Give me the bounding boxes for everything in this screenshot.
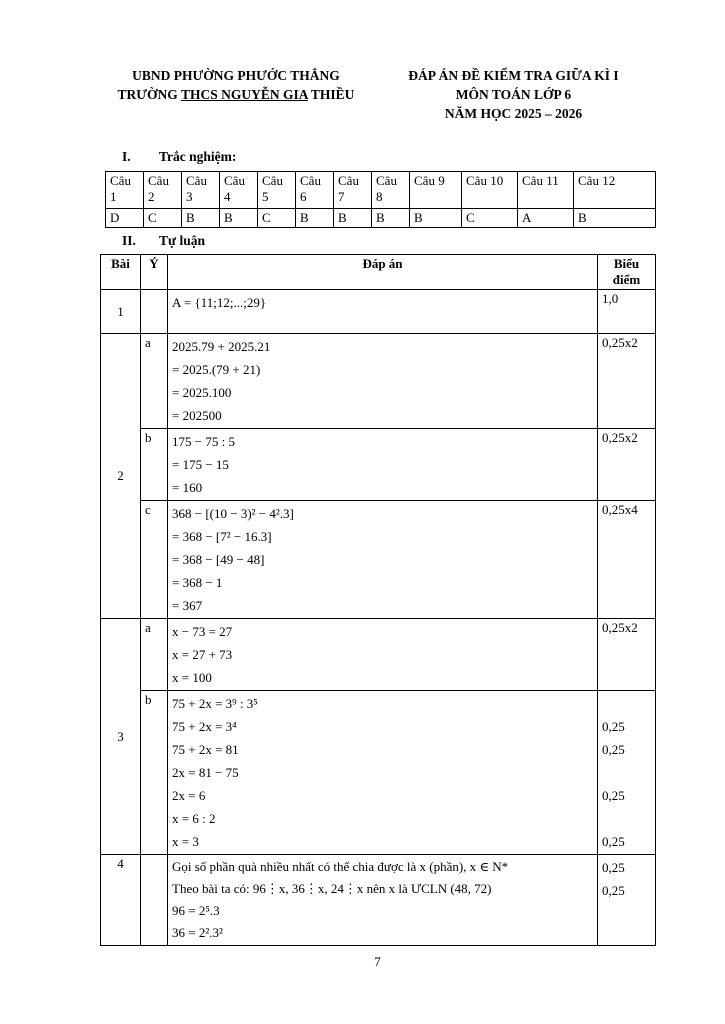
- mcq-answer-cell: B: [372, 209, 410, 228]
- bai-cell: 3: [101, 619, 141, 855]
- content-line: x = 100: [172, 670, 212, 685]
- content-line: A = {11;12;...;29}: [172, 295, 267, 310]
- essay-row-bai2a: [101, 334, 656, 429]
- mcq-header-cell: Câu 5: [258, 172, 296, 209]
- mcq-header-cell: Câu 12: [574, 172, 656, 209]
- content-line: 0,25: [602, 742, 625, 757]
- points-cell: [598, 855, 656, 946]
- y-cell: a: [141, 334, 168, 429]
- y-cell: a: [141, 619, 168, 691]
- y-cell: c: [141, 501, 168, 619]
- content-line: [602, 761, 651, 784]
- mcq-answer-cell: C: [462, 209, 518, 228]
- mcq-header-cell: Câu 2: [144, 172, 182, 209]
- content-line: 75 + 2x = 3⁹ : 3⁵: [172, 696, 258, 711]
- content-line: = 368 − 1: [172, 575, 223, 590]
- essay-header-diem: Biểu điểm: [598, 255, 656, 290]
- essay-header-row: [101, 255, 656, 290]
- school-name: [100, 85, 372, 104]
- content-line: x = 3: [172, 834, 199, 849]
- answer-cell: [168, 429, 598, 501]
- y-cell: [141, 855, 168, 946]
- content-line: 36 = 2².3²: [172, 925, 223, 940]
- content-line: = 367: [172, 598, 203, 613]
- section2-title: Tự luận: [159, 233, 205, 248]
- content-line: = 2025.100: [172, 385, 232, 400]
- document-header: [100, 66, 655, 123]
- exam-subject: MÔN TOÁN LỚP 6: [455, 87, 572, 102]
- answer-cell: [168, 691, 598, 855]
- content-line: 0,25: [602, 788, 625, 803]
- points-cell: [598, 691, 656, 855]
- mcq-answer-cell: B: [296, 209, 334, 228]
- content-line: [602, 692, 651, 715]
- points-cell: 0,25x4: [598, 501, 656, 619]
- essay-row-bai4: [101, 855, 656, 946]
- section2-heading: [122, 233, 655, 249]
- mcq-answer-cell: D: [106, 209, 144, 228]
- school-name-prefix: TRƯỜNG: [117, 87, 181, 102]
- content-line: 368 − [(10 − 3)² − 4².3]: [172, 506, 294, 521]
- essay-row-bai3a: [101, 619, 656, 691]
- essay-row-bai1: [101, 290, 656, 334]
- mcq-answer-cell: C: [144, 209, 182, 228]
- bai-cell: 2: [101, 334, 141, 619]
- essay-row-bai2c: [101, 501, 656, 619]
- mcq-header-cell: Câu 10: [462, 172, 518, 209]
- mcq-answer-cell: B: [334, 209, 372, 228]
- essay-header-bai: Bài: [101, 255, 141, 290]
- mcq-answer-cell: B: [410, 209, 462, 228]
- answer-cell: [168, 290, 598, 334]
- answer-cell: [168, 619, 598, 691]
- essay-header-dapan: Đáp án: [168, 255, 598, 290]
- mcq-header-cell: Câu 3: [182, 172, 220, 209]
- content-line: 2x = 81 − 75: [172, 765, 239, 780]
- essay-table: [100, 254, 656, 946]
- essay-row-bai3b: [101, 691, 656, 855]
- content-line: = 160: [172, 480, 203, 495]
- points-cell: 0,25x2: [598, 429, 656, 501]
- answer-cell: [168, 501, 598, 619]
- answer-cell: [168, 334, 598, 429]
- content-line: = 368 − [49 − 48]: [172, 552, 265, 567]
- essay-row-bai2b: [101, 429, 656, 501]
- content-line: 2025.79 + 2025.21: [172, 339, 271, 354]
- mcq-answer-cell: B: [182, 209, 220, 228]
- exam-year: NĂM HỌC 2025 – 2026: [444, 106, 583, 121]
- content-line: 0,25: [602, 719, 625, 734]
- school-name-suffix: THIỀU: [307, 87, 355, 102]
- mcq-table: [105, 171, 656, 228]
- points-cell: 1,0: [598, 290, 656, 334]
- answer-cell: [168, 855, 598, 946]
- mcq-header-cell: Câu 1: [106, 172, 144, 209]
- mcq-header-row: [106, 172, 656, 209]
- content-line: 0,25: [602, 883, 625, 898]
- content-line: = 368 − [7² − 16.3]: [172, 529, 272, 544]
- y-cell: b: [141, 429, 168, 501]
- content-line: [602, 807, 651, 830]
- content-line: 0,25: [602, 860, 625, 875]
- section2-numeral: II.: [122, 233, 136, 248]
- content-line: 2x = 6: [172, 788, 206, 803]
- bai-cell: 4: [101, 855, 141, 946]
- y-cell: [141, 290, 168, 334]
- mcq-header-cell: Câu 9: [410, 172, 462, 209]
- essay-header-y: Ý: [141, 255, 168, 290]
- header-right: [372, 66, 655, 123]
- section1-heading: [122, 149, 655, 165]
- content-line: = 2025.(79 + 21): [172, 362, 261, 377]
- content-line: = 202500: [172, 408, 222, 423]
- bai-cell: 1: [101, 290, 141, 334]
- content-line: 175 − 75 : 5: [172, 434, 235, 449]
- mcq-answer-cell: C: [258, 209, 296, 228]
- mcq-header-cell: Câu 7: [334, 172, 372, 209]
- content-line: x = 6 : 2: [172, 811, 216, 826]
- content-line: 0,25: [602, 834, 625, 849]
- mcq-header-cell: Câu 4: [220, 172, 258, 209]
- content-line: x = 27 + 73: [172, 647, 233, 662]
- section1-title: Trắc nghiệm:: [159, 149, 237, 164]
- y-cell: b: [141, 691, 168, 855]
- mcq-header-cell: Câu 8: [372, 172, 410, 209]
- content-line: Gọi số phần quà nhiều nhất có thể chia được là x (phần), x ∈ N*: [172, 859, 509, 874]
- mcq-header-cell: Câu 11: [518, 172, 574, 209]
- section1-numeral: I.: [122, 149, 131, 164]
- content-line: 75 + 2x = 81: [172, 742, 239, 757]
- mcq-answer-cell: B: [574, 209, 656, 228]
- content-line: 75 + 2x = 3⁴: [172, 719, 237, 734]
- content-line: = 175 − 15: [172, 457, 229, 472]
- content-line: x − 73 = 27: [172, 624, 233, 639]
- mcq-header-cell: Câu 6: [296, 172, 334, 209]
- content-line: 96 = 2⁵.3: [172, 903, 220, 918]
- school-name-underlined: THCS NGUYỄN GIA: [180, 87, 308, 102]
- header-left: [100, 66, 372, 123]
- org-name: UBND PHƯỜNG PHƯỚC THẮNG: [132, 68, 340, 83]
- exam-title: ĐÁP ÁN ĐỀ KIỂM TRA GIỮA KÌ I: [408, 68, 619, 83]
- points-cell: 0,25x2: [598, 619, 656, 691]
- mcq-answer-cell: A: [518, 209, 574, 228]
- page-number: 7: [374, 954, 381, 969]
- content-line: Theo bài ta có: 96⋮x, 36⋮x, 24⋮x nên x là ƯCLN (48, 72): [172, 881, 492, 896]
- points-cell: 0,25x2: [598, 334, 656, 429]
- mcq-answer-cell: B: [220, 209, 258, 228]
- mcq-answer-row: [106, 209, 656, 228]
